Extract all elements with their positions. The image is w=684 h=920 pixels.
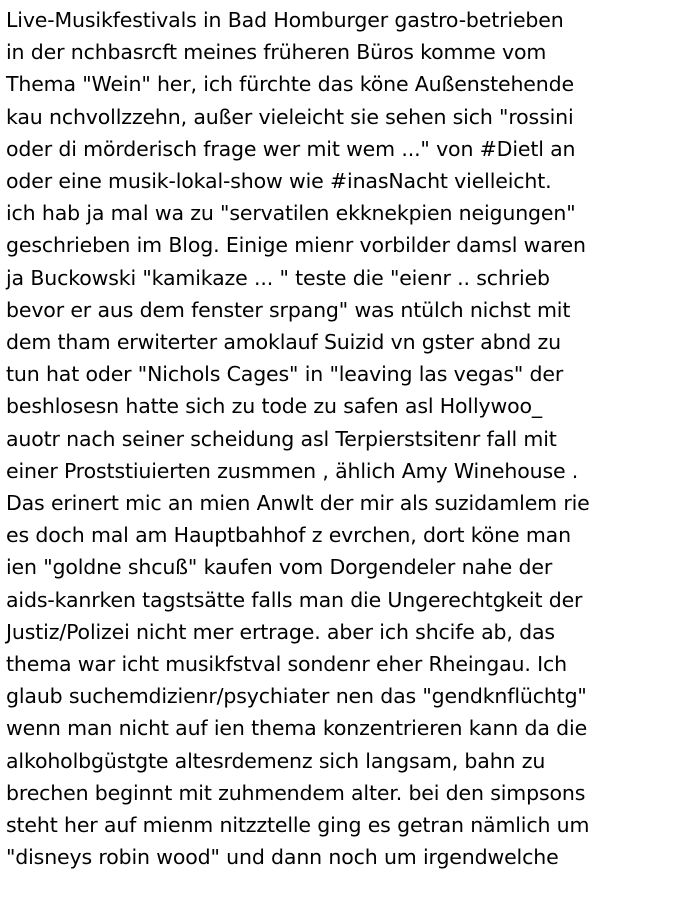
- text-line: geschrieben im Blog. Einige mienr vorbilder damsl waren: [6, 233, 586, 258]
- text-line: beshlosesn hatte sich zu tode zu safen asl Hollywoo_: [6, 394, 543, 419]
- text-line: tun hat oder "Nichols Cages" in "leaving las vegas" der: [6, 362, 564, 387]
- text-line: wenn man nicht auf ien thema konzentrieren kann da die: [6, 716, 588, 741]
- text-line: in der nchbasrcft meines früheren Büros komme vom: [6, 40, 547, 65]
- text-line: es doch mal am Hauptbahhof z evrchen, dort köne man: [6, 523, 571, 548]
- text-line: ich hab ja mal wa zu "servatilen ekknekpien neigungen": [6, 201, 576, 226]
- text-line: ien "goldne shcuß" kaufen vom Dorgendeler nahe der: [6, 555, 553, 580]
- text-line: alkoholbgüstgte altesrdemenz sich langsam, bahn zu: [6, 748, 546, 773]
- text-line: Live-Musikfestivals in Bad Homburger gastro-betrieben: [6, 8, 564, 32]
- text-line: ja Buckowski "kamikaze ... " teste die "eienr .. schrieb: [6, 265, 550, 290]
- text-line: glaub suchemdizienr/psychiater nen das "gendknflüchtg": [6, 684, 587, 709]
- text-line: kau nchvollzzehn, außer vieleicht sie sehen sich "rossini: [6, 104, 574, 129]
- text-line: einer Proststiuierten zusmmen , ählich Amy Winehouse .: [6, 458, 579, 483]
- text-line: dem tham erwiterter amoklauf Suizid vn gster abnd zu: [6, 330, 561, 355]
- text-line: "disneys robin wood" und dann noch um irgendwelche: [6, 845, 559, 870]
- text-line: oder eine musik-lokal-show wie #inasNacht vielleicht.: [6, 169, 552, 194]
- text-line: bevor er aus dem fenster srpang" was ntülch nichst mit: [6, 297, 571, 322]
- text-line: brechen beginnt mit zuhmendem alter. bei den simpsons: [6, 780, 586, 805]
- text-line: oder di mörderisch frage wer mit wem ..." von #Dietl an: [6, 136, 576, 161]
- text-line: Das erinert mic an mien Anwlt der mir als suzidamlem rie: [6, 491, 590, 516]
- text-line: aids-kanrken tagstsätte falls man die Ungerechtgkeit der: [6, 587, 583, 612]
- text-line: steht her auf mienm nitzztelle ging es getran nämlich um: [6, 813, 590, 838]
- text-line: Thema "Wein" her, ich fürchte das köne Außenstehende: [6, 72, 574, 97]
- text-line: Justiz/Polizei nicht mer ertrage. aber ich shcife ab, das: [6, 619, 555, 644]
- text-line: thema war icht musikfstval sondenr eher Rheingau. Ich: [6, 652, 567, 677]
- text-line: auotr nach seiner scheidung asl Terpierstsitenr fall mit: [6, 426, 557, 451]
